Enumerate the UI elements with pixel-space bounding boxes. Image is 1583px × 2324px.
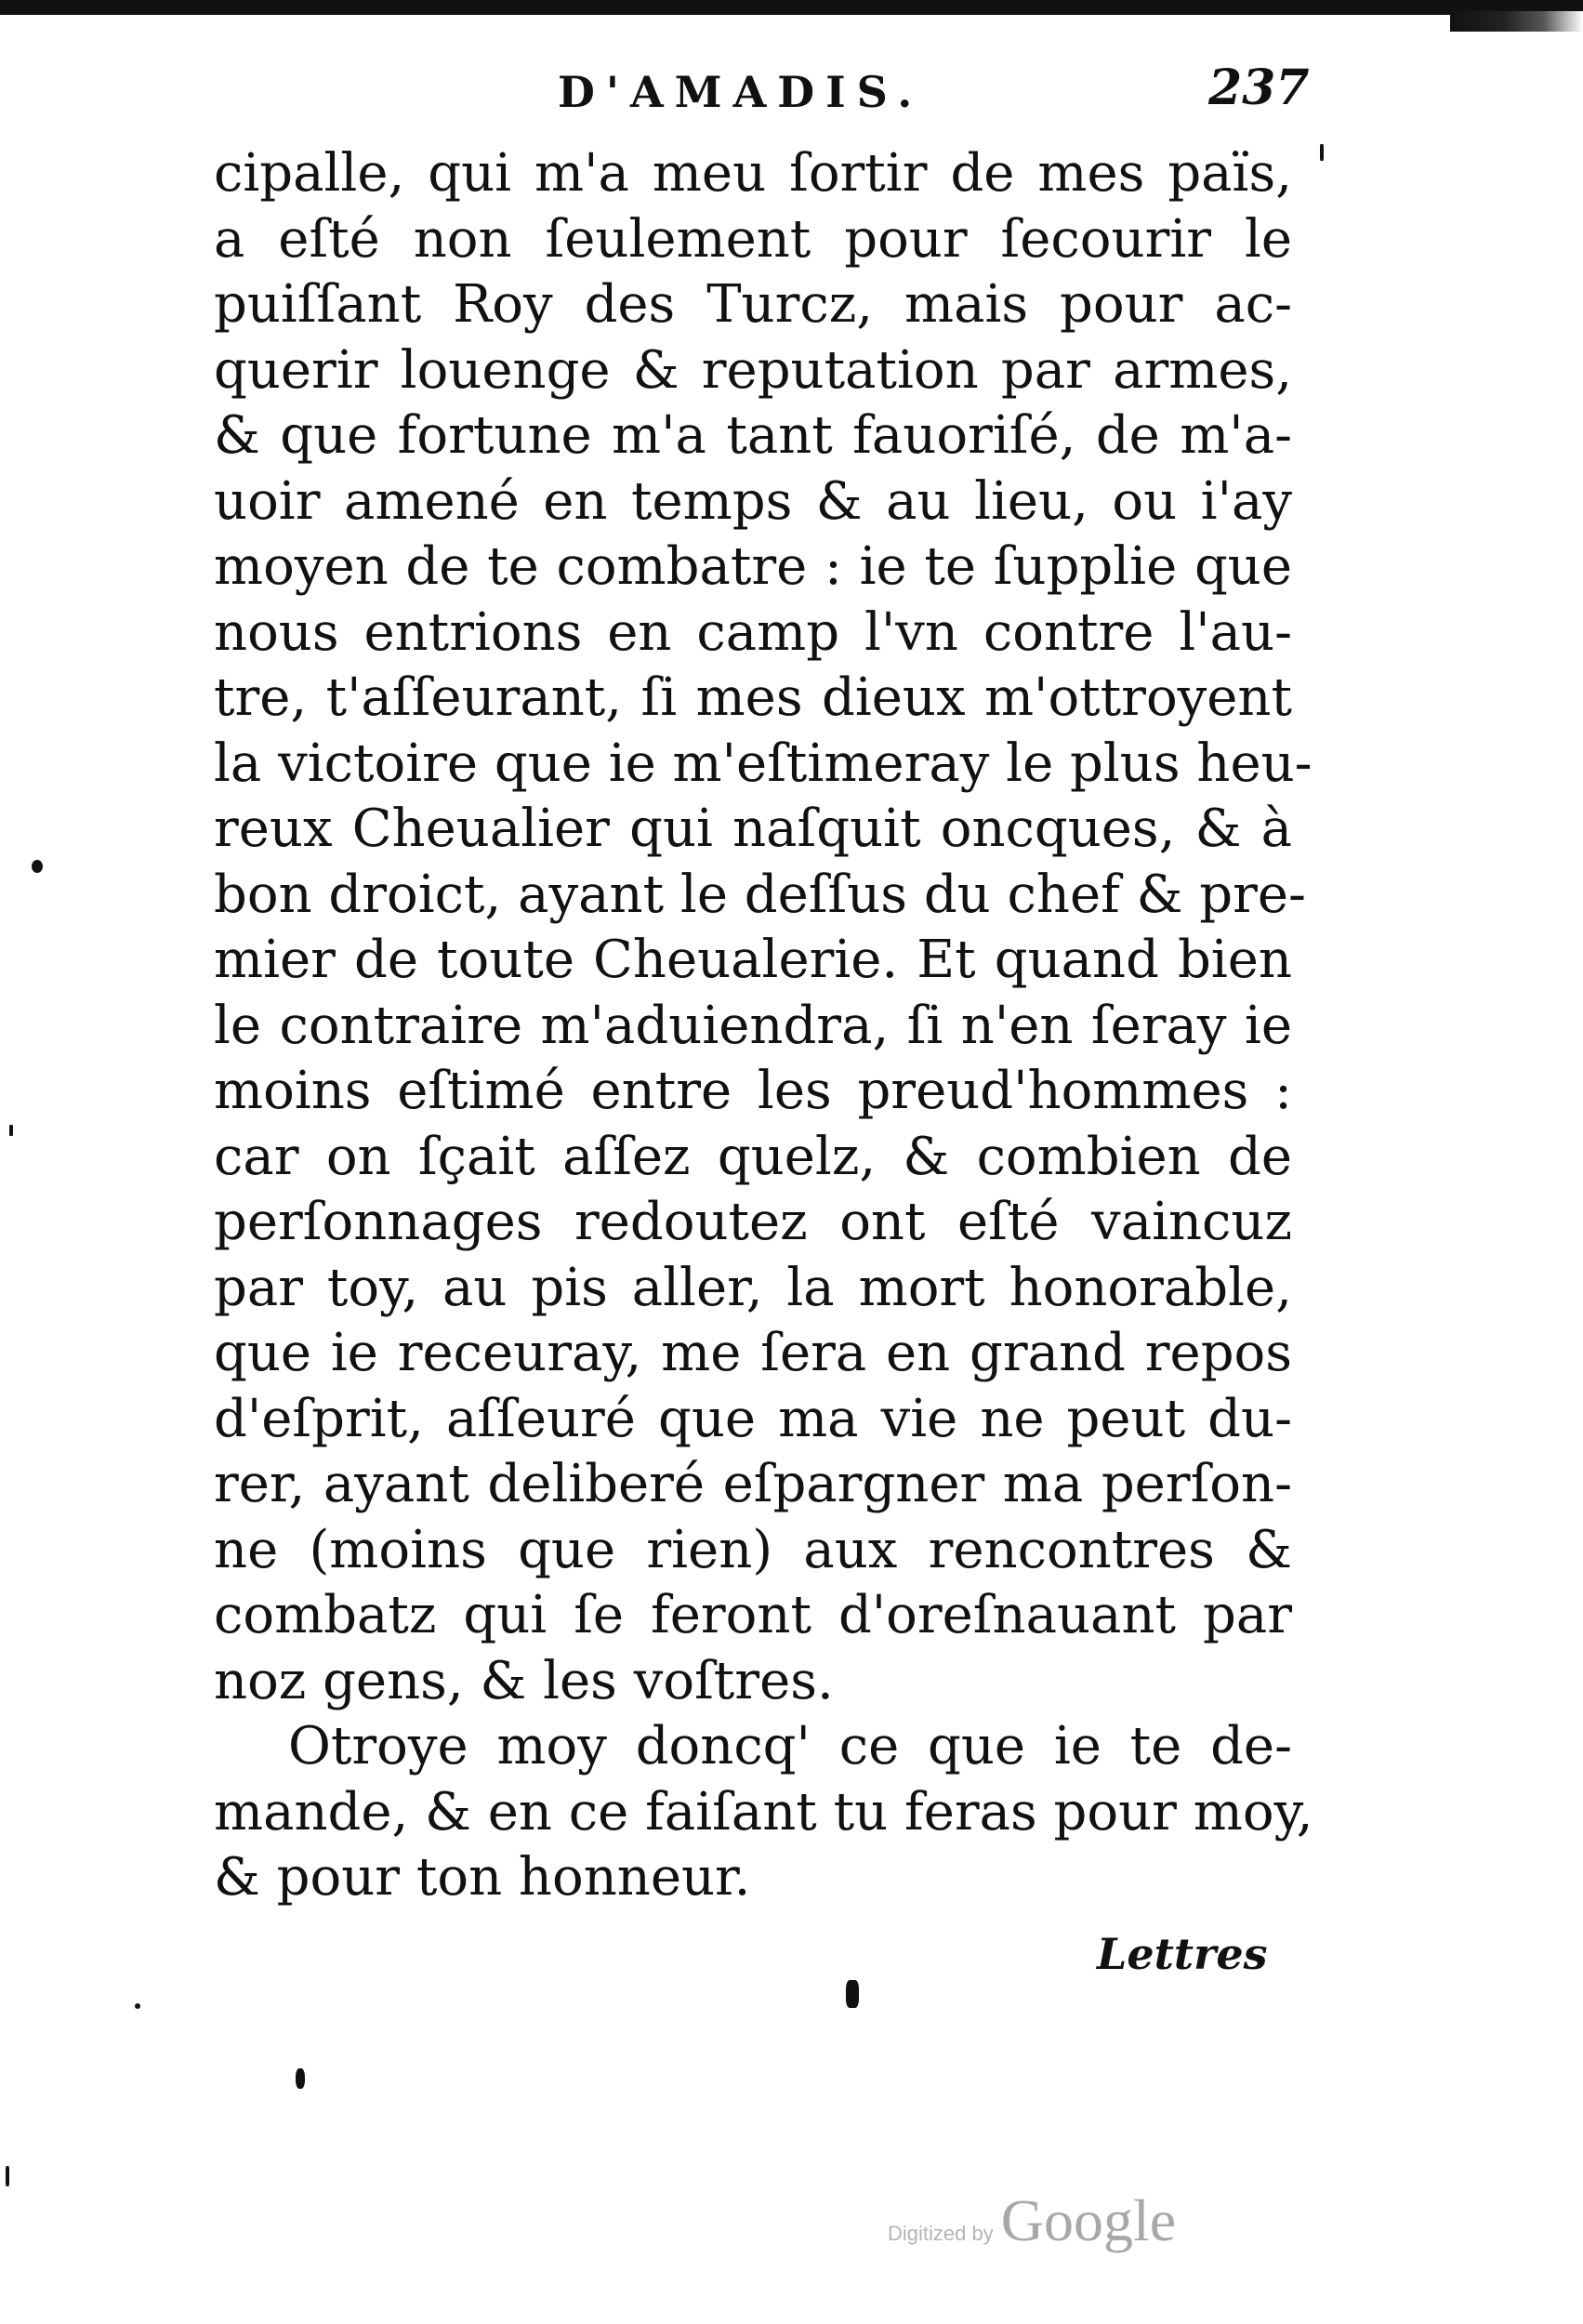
text-line: que ie receuray, me ſera en grand repos <box>214 1323 1292 1383</box>
digitized-watermark <box>888 2186 1176 2255</box>
text-line: ne (moins que rien) aux rencontres & <box>214 1519 1292 1580</box>
text-line: noz gens, & les voſtres. <box>214 1650 834 1711</box>
text-line: bon droict, ayant le deſſus du chef & pre- <box>214 864 1306 925</box>
page-top-border-edge <box>1450 11 1583 32</box>
text-line: nous entrions en camp l'vn contre l'au- <box>214 601 1292 663</box>
ink-speck <box>135 2003 140 2009</box>
text-line: Otroye moy doncq' ce que ie te de- <box>288 1716 1292 1776</box>
text-line: d'eſprit, aſſeuré que ma vie ne peut du- <box>214 1388 1292 1449</box>
text-line: par toy, au pis aller, la mort honorable, <box>214 1257 1292 1318</box>
text-line: tre, t'aſſeurant, ſi mes dieux m'ottroyent <box>214 667 1292 728</box>
text-line: uoir amené en temps & au lieu, ou i'ay <box>214 470 1292 532</box>
text-line: moyen de te combatre : ie te ſupplie que <box>214 536 1292 597</box>
text-line: querir louenge & reputation par armes, <box>214 339 1292 401</box>
text-line: puiſſant Roy des Turcz, mais pour ac- <box>214 274 1292 335</box>
page-top-border <box>0 0 1583 15</box>
text-line: & que fortune m'a tant fauoriſé, de m'a- <box>214 405 1292 466</box>
watermark-prefix: Digitized by <box>888 2222 994 2245</box>
text-line: mande, & en ce faiſant tu feras pour moy, <box>214 1781 1313 1842</box>
catchword: Lettres <box>1097 1929 1268 1979</box>
ink-speck <box>1320 144 1324 161</box>
text-line: cipalle, qui m'a meu ſortir de mes païs, <box>214 143 1292 204</box>
text-line: car on ſçait aſſez quelz, & combien de <box>214 1126 1292 1187</box>
page-number: 237 <box>1208 59 1310 116</box>
ink-speck <box>32 860 43 873</box>
text-line: moins eſtimé entre les preud'hommes : <box>214 1061 1292 1121</box>
ink-speck <box>296 2068 305 2089</box>
text-line: le contraire m'aduiendra, ſi n'en ſeray ie <box>214 995 1292 1056</box>
text-line: & pour ton honneur. <box>214 1847 751 1908</box>
text-line: combatz qui ſe feront d'oreſnauant par <box>214 1585 1292 1645</box>
main-text <box>214 141 1313 1911</box>
text-line: la victoire que ie m'eſtimeray le plus heu- <box>214 733 1313 794</box>
ink-speck <box>9 1125 13 1136</box>
text-line: perſonnages redoutez ont eſté vaincuz <box>214 1192 1292 1252</box>
ink-speck <box>846 1980 859 2008</box>
text-line: reux Cheualier qui naſquit oncques, & à <box>214 799 1292 859</box>
text-line: rer, ayant deliberé eſpargner ma perſon- <box>214 1454 1292 1514</box>
text-line: a eſté non ſeulement pour ſecourir le <box>214 208 1292 270</box>
ink-speck <box>6 2166 9 2186</box>
text-line: mier de toute Cheualerie. Et quand bien <box>214 930 1292 990</box>
running-head: D'AMADIS. <box>558 67 924 117</box>
google-logo: Google <box>1000 2187 1177 2253</box>
